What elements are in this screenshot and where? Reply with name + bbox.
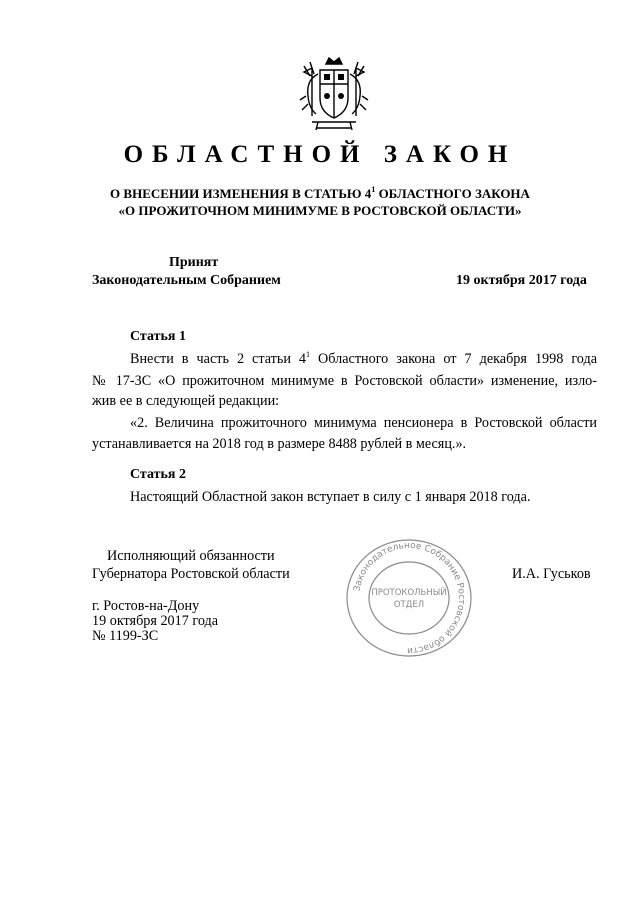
article1-quote-line2: устанавливается на 2018 год в размере 8488 рублей в месяц.». — [92, 436, 467, 452]
stamp-center-line1: ПРОТОКОЛЬНЫЙ — [371, 588, 447, 598]
stamp-ring-text: Законодательное Собрание Ростовской области — [352, 540, 467, 656]
article2-text: Настоящий Областной закон вступает в силу с 1 января 2018 года. — [130, 489, 531, 505]
document-subtitle-line2: «О ПРОЖИТОЧНОМ МИНИМУМЕ В РОСТОВСКОЙ ОБЛАСТИ» — [118, 203, 522, 218]
stamp-seal — [344, 536, 474, 660]
document-title: ОБЛАСТНОЙ ЗАКОН — [123, 141, 517, 168]
adopted-by: Законодательным Собранием — [92, 273, 281, 288]
article2-heading: Статья 2 — [130, 467, 186, 482]
law-number: № 1199-ЗС — [92, 628, 159, 644]
article1-line2: № 17-ЗС «О прожиточном минимуме в Ростовской области» изменение, изло- — [92, 373, 597, 389]
article1-quote-line1: «2. Величина прожиточного минимума пенсионера в Ростовской области — [130, 415, 597, 431]
signing-date: 19 октября 2017 года — [92, 613, 219, 629]
signatory-position-line2: Губернатора Ростовской области — [92, 566, 290, 582]
signatory-position-line1: Исполняющий обязанности — [107, 548, 275, 564]
adopted-label: Принят — [169, 255, 219, 270]
stamp-center-line2: ОТДЕЛ — [393, 600, 425, 610]
document-subtitle-line1: О ВНЕСЕНИИ ИЗМЕНЕНИЯ В СТАТЬЮ $4^1$ ОБЛАСТНОГО ЗАКОНА — [110, 185, 530, 201]
adoption-date: 19 октября 2017 года — [456, 273, 587, 288]
coat-of-arms-icon — [296, 56, 372, 136]
signing-place: г. Ростов-на-Дону — [92, 598, 200, 614]
article1-line1: Внести в часть 2 статьи $4^1$ Областного закона от 7 декабря 1998 года — [130, 350, 597, 367]
article1-line3: жив ее в следующей редакции: — [92, 393, 280, 409]
signatory-name: И.А. Гуськов — [512, 566, 591, 582]
article1-heading: Статья 1 — [130, 329, 186, 344]
